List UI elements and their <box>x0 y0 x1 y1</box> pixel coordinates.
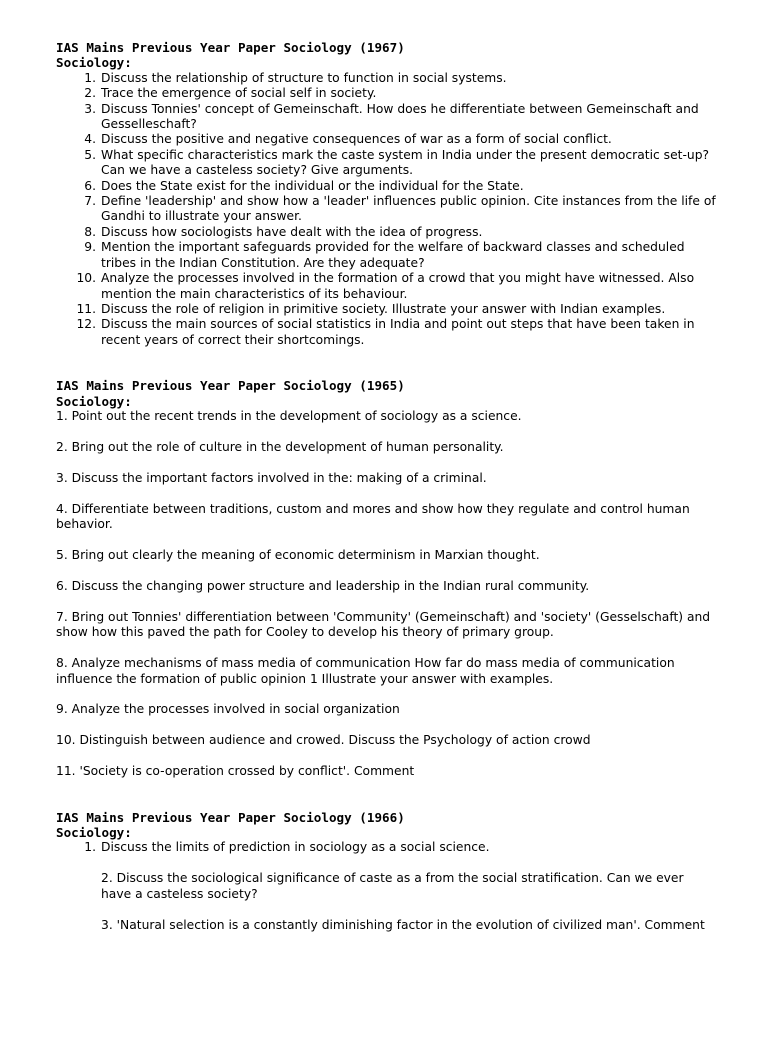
list-item: 1. Discuss the limits of prediction in sociology as a social science. <box>84 840 490 855</box>
document-page <box>0 40 716 933</box>
question-paragraph: 10. Distinguish between audience and crowed. Discuss the Psychology of action crowd <box>56 733 591 748</box>
section-title: IAS Mains Previous Year Paper Sociology (1966) <box>56 809 405 825</box>
question-paragraph: 2. Discuss the sociological significance of caste as a from the social stratification. Can we ever have a casteless society? <box>101 871 684 901</box>
question-paragraph: 6. Discuss the changing power structure and leadership in the Indian rural community. <box>56 578 590 593</box>
list-item: 10. Analyze the processes involved in the formation of a crowd that you might have witnessed. Also mention the main characteristics of its behaviour. <box>76 271 695 301</box>
list-item: 4. Discuss the positive and negative consequences of war as a form of social conflict. <box>84 132 612 147</box>
question-paragraph: 9. Analyze the processes involved in social organization <box>56 702 400 717</box>
section-1967 <box>56 40 716 348</box>
question-list <box>56 840 716 855</box>
question-paragraph: 3. Discuss the important factors involved in the: making of a criminal. <box>56 470 487 485</box>
list-item: 3. Discuss Tonnies' concept of Gemeinschaft. How does he differentiate between Gemeinschaft and Gesselleschaft? <box>84 101 699 132</box>
list-item: 11. Discuss the role of religion in primitive society. Illustrate your answer with Indian examples. <box>76 301 666 316</box>
question-paragraph: 8. Analyze mechanisms of mass media of communication How far do mass media of communication influence the formation of public opinion 1 Illustrate your answer with examples. <box>56 656 675 686</box>
question-paragraph: 4. Differentiate between traditions, custom and mores and show how they regulate and control human behavior. <box>56 501 690 532</box>
question-paragraph: 2. Bring out the role of culture in the development of human personality. <box>56 439 504 454</box>
question-paragraph: 5. Bring out clearly the meaning of economic determinism in Marxian thought. <box>56 547 540 562</box>
list-item: 9. Mention the important safeguards provided for the welfare of backward classes and scheduled tribes in the Indian Constitution. Are they adequate? <box>84 240 685 270</box>
list-item: 12. Discuss the main sources of social statistics in India and point out steps that have been taken in recent years of correct their shortcomings. <box>76 317 695 347</box>
section-subtitle: Sociology: <box>56 393 132 409</box>
question-paragraph: 11. 'Society is co-operation crossed by conflict'. Comment <box>56 764 415 779</box>
section-subtitle: Sociology: <box>56 825 132 841</box>
question-paragraph: 1. Point out the recent trends in the development of sociology as a science. <box>56 408 522 423</box>
section-title: IAS Mains Previous Year Paper Sociology (1967) <box>56 40 405 55</box>
list-item: 6. Does the State exist for the individual or the individual for the State. <box>84 178 524 193</box>
list-item: 1. Discuss the relationship of structure to function in social systems. <box>84 70 507 85</box>
list-item: 2. Trace the emergence of social self in society. <box>84 86 377 101</box>
list-item: 7. Define 'leadership' and show how a 'leader' influences public opinion. Cite instances from the life of Gandhi to illustrate your answer. <box>84 194 716 224</box>
list-item: 5. What specific characteristics mark the caste system in India under the present democratic set-up? Can we have a casteless society? Give arguments. <box>84 147 710 178</box>
section-1965 <box>56 378 716 780</box>
question-paragraph: 7. Bring out Tonnies' differentiation between 'Community' (Gemeinschaft) and 'society' (Gesselschaft) and show how this paved the path for Cooley to develop his theory of primary group. <box>56 609 711 640</box>
list-item: 8. Discuss how sociologists have dealt with the idea of progress. <box>84 224 483 239</box>
question-list <box>56 71 716 348</box>
section-title: IAS Mains Previous Year Paper Sociology (1965) <box>56 378 405 394</box>
section-1966 <box>56 810 716 933</box>
question-paragraph: 3. 'Natural selection is a constantly diminishing factor in the evolution of civilized man'. Comment <box>101 917 705 932</box>
section-subtitle: Sociology: <box>56 55 132 71</box>
